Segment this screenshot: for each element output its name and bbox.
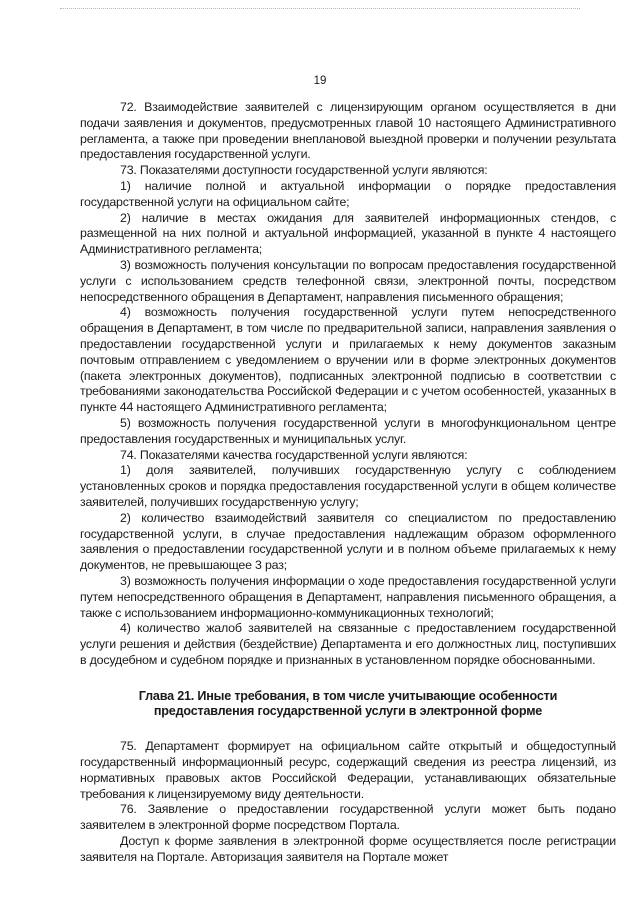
paragraph-73-item-3: 3) возможность получения консультации по вопросам предоставления государственной услуги с использованием средств телефонной связи, электронной почты, посредством непосредственного обращения в Департамент, направления письменного обращения; <box>80 257 616 304</box>
paragraph-73-item-4: 4) возможность получения государственной услуги путем непосредственного обращения в Департамент, в том числе по предварительной записи, направления заявления о предоставлении государственной услуги и прилагаемых к нему документов заказным почтовым отправлением с уведомлением о вручении или в форме электронных документов (пакета электронных документов), подписанных электронной подписью в соответствии с требованиями законодательства Российской Федерации и с учетом особенностей, указанных в пункте 44 настоящего Административного регламента; <box>80 305 616 415</box>
page-number: 19 <box>313 75 327 87</box>
paragraph-74: 74. Показателями качества государственной услуги являются: <box>120 447 468 462</box>
paragraph-74-item-1: 1) доля заявителей, получивших государственную услугу с соблюдением установленных сроков и порядка предоставления государственной услуги в общем количестве заявителей, получивших государственную услугу; <box>80 463 616 509</box>
paragraph-73: 73. Показателями доступности государственной услуги являются: <box>120 163 488 178</box>
paragraph-73-item-1: 1) наличие полной и актуальной информации о порядке предоставления государственной услуги на официальном сайте; <box>80 178 616 209</box>
chapter-heading <box>80 689 616 721</box>
document-body <box>80 100 616 866</box>
chapter-heading-line-2: предоставления государственной услуги в электронной форме <box>153 704 543 719</box>
paragraph-76-access: Доступ к форме заявления в электронной форме осуществляется после регистрации заявителя на Портале. Авторизация заявителя на Портале может <box>80 834 616 864</box>
paragraph-74-item-3: 3) возможность получения информации о ходе предоставления государственной услуги путем непосредственного обращения в Департамент, направления письменного обращения, а также с использованием информационно-коммуникационных технологий; <box>80 573 616 620</box>
paragraph-75: 75. Департамент формирует на официальном сайте открытый и общедоступный государственный информационный ресурс, содержащий сведения из реестра лицензий, из нормативных правовых актов Российской Федерации, устанавливающих обязательные требования к лицензируемому виду деятельности. <box>80 739 616 801</box>
paragraph-74-item-2: 2) количество взаимодействий заявителя со специалистом по предоставлению государственной услуги, в случае предоставления надлежащим образом оформленного заявления о предоставлении государственной услуги и в полном объеме прилагаемых к нему документов, не превышающее 3 раз; <box>80 510 616 573</box>
paragraph-76: 76. Заявление о предоставлении государственной услуги может быть подано заявителем в электронной форме посредством Портала. <box>80 802 616 833</box>
paragraph-72: 72. Взаимодействие заявителей с лицензирующим органом осуществляется в дни подачи заявления и документов, предусмотренных главой 10 настоящего Административного регламента, а также при проведении внеплановой выездной проверки и получении результата предоставления государственной услуги. <box>80 100 616 162</box>
paragraph-73-item-2: 2) наличие в местах ожидания для заявителей информационных стендов, с размещенной на них полной и актуальной информацией, указанной в пункте 4 настоящего Административного регламента; <box>80 210 616 257</box>
chapter-heading-line-1: Глава 21. Иные требования, в том числе учитывающие особенности <box>138 688 558 703</box>
paragraph-74-item-4: 4) количество жалоб заявителей на связанные с предоставлением государственной услуги решения и действия (бездействие) Департамента и его должностных лиц, поступивших в досудебном и судебном порядке и признанных в установленном порядке обоснованными. <box>80 621 616 667</box>
paragraph-73-item-5: 5) возможность получения государственной услуги в многофункциональном центре предоставления государственных и муниципальных услуг. <box>80 415 616 446</box>
scan-artifact-line <box>60 8 580 10</box>
